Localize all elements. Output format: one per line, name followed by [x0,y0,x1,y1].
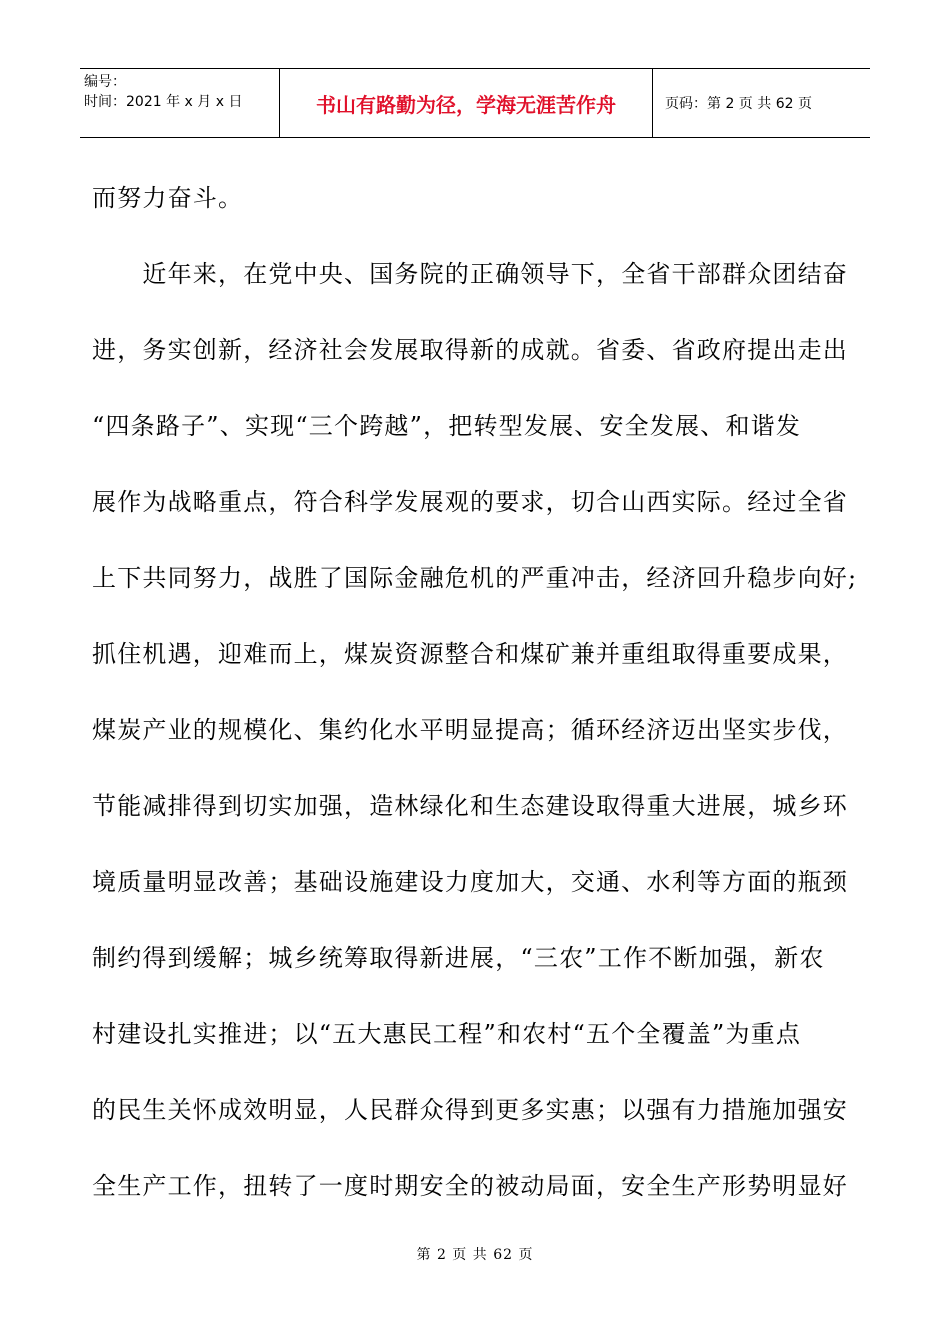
body-line: 节能减排得到切实加强，造林绿化和生态建设取得重大进展，城乡环 [92,792,848,820]
document-number-label: 编号： [84,74,126,90]
body-line: 而努力奋斗。 [92,184,244,212]
document-time-label: 时间：2021 年 x 月 x 日 [84,94,243,110]
body-line: 制约得到缓解；城乡统筹取得新进展，“三农”工作不断加强，新农 [92,944,825,972]
body-line: 村建设扎实推进；以“五大惠民工程”和农村“五个全覆盖”为重点 [92,1020,802,1048]
page-header [80,68,870,138]
document-body [92,160,857,1224]
body-line: 全生产工作，扭转了一度时期安全的被动局面，安全生产形势明显好 [92,1172,848,1200]
page-footer: 第 2 页 共 62 页 [416,1247,534,1263]
header-motto: 书山有路勤为径，学海无涯苦作舟 [280,69,653,137]
header-meta [80,69,280,137]
header-page-info: 页码：第 2 页 共 62 页 [665,96,812,112]
body-line: 进，务实创新，经济社会发展取得新的成就。省委、省政府提出走出 [92,336,848,364]
body-line: 抓住机遇，迎难而上，煤炭资源整合和煤矿兼并重组取得重要成果， [92,640,848,668]
body-line: 上下共同努力，战胜了国际金融危机的严重冲击，经济回升稳步向好; [92,564,858,592]
body-line: 近年来，在党中央、国务院的正确领导下，全省干部群众团结奋 [92,260,848,288]
body-line: 的民生关怀成效明显，人民群众得到更多实惠；以强有力措施加强安 [92,1096,848,1124]
body-line: “四条路子”、实现“三个跨越”，把转型发展、安全发展、和谐发 [92,412,802,440]
body-line: 煤炭产业的规模化、集约化水平明显提高；循环经济迈出坚实步伐， [92,716,848,744]
body-line: 境质量明显改善；基础设施建设力度加大，交通、水利等方面的瓶颈 [92,868,848,896]
body-line: 展作为战略重点，符合科学发展观的要求，切合山西实际。经过全省 [92,488,848,516]
